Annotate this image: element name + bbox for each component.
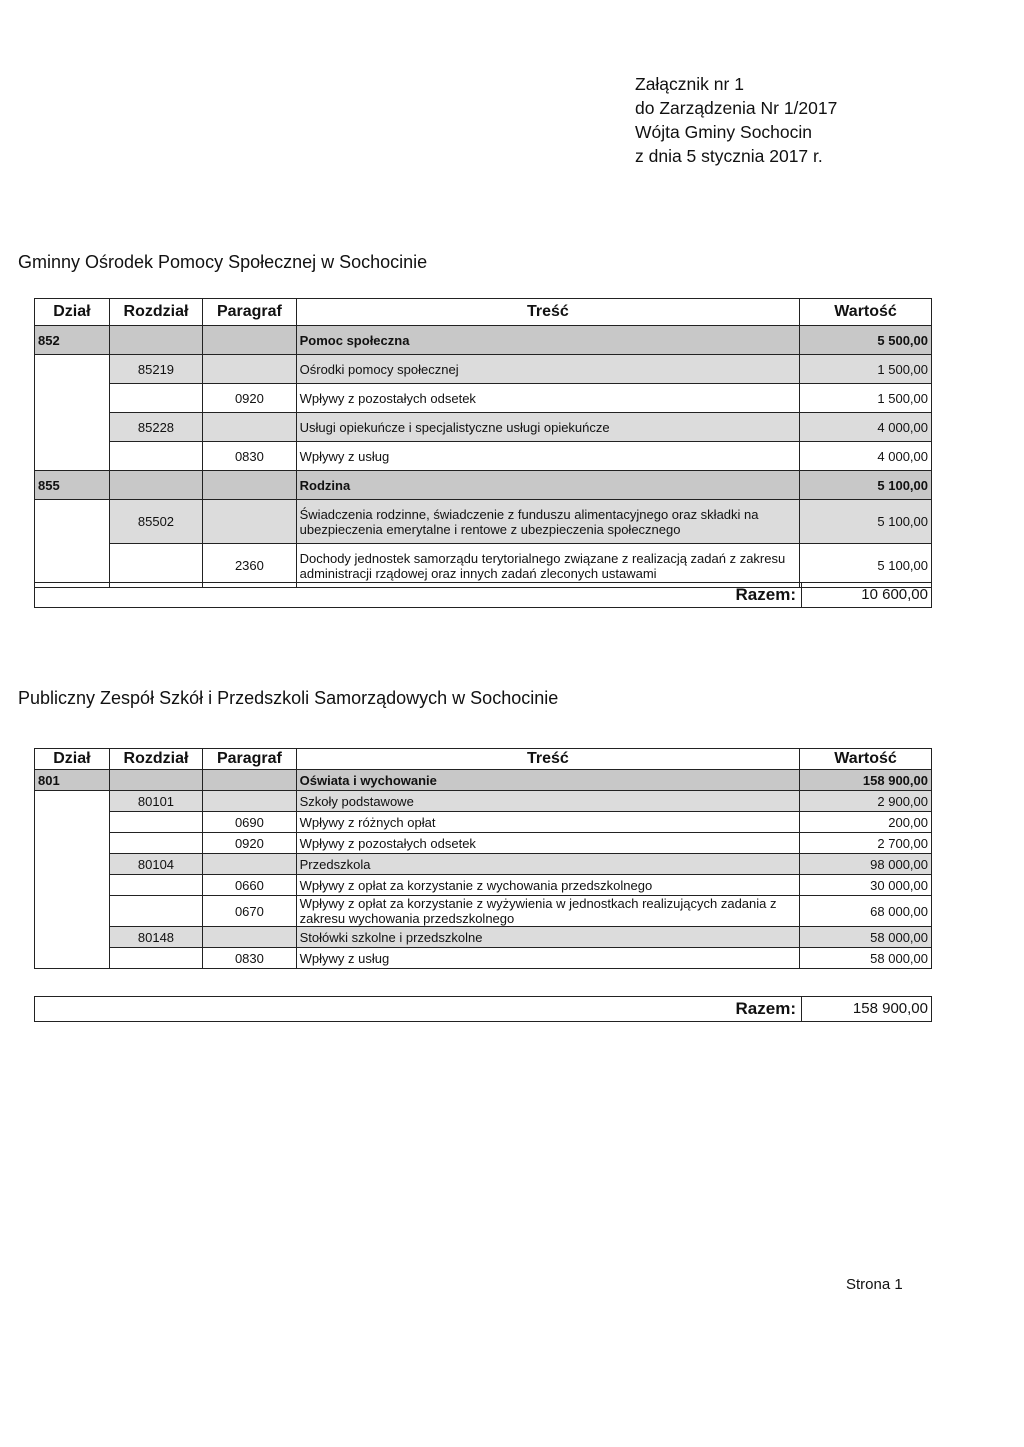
total-value: 10 600,00 <box>861 586 928 603</box>
cell-tresc: Oświata i wychowanie <box>296 770 800 791</box>
section-title-gops: Gminny Ośrodek Pomocy Społecznej w Sochocinie <box>18 252 428 272</box>
cell-tresc: Wpływy z opłat za korzystanie z wyżywienia w jednostkach realizujących zadania z zakresu wychowania przedszkolnego <box>296 896 800 927</box>
cell-rozdzial <box>109 326 202 355</box>
table-header-row <box>35 749 932 770</box>
cell-paragraf <box>203 791 296 812</box>
cell-wartosc: 98 000,00 <box>800 854 932 875</box>
table-row <box>35 413 932 442</box>
cell-dzial <box>35 413 110 442</box>
cell-paragraf <box>203 927 296 948</box>
cell-tresc: Świadczenia rodzinne, świadczenie z funduszu alimentacyjnego oraz składki na ubezpieczenia emerytalne i rentowe z ubezpieczenia społecznego <box>296 500 800 544</box>
cell-dzial <box>35 791 110 812</box>
table-row <box>35 833 932 854</box>
table-row <box>35 927 932 948</box>
cell-paragraf <box>203 854 296 875</box>
table-row <box>35 948 932 969</box>
cell-paragraf <box>203 413 296 442</box>
table-row <box>35 384 932 413</box>
cell-tresc: Wpływy z usług <box>296 948 800 969</box>
column-header-dzial: Dział <box>35 299 110 326</box>
cell-wartosc: 1 500,00 <box>800 384 932 413</box>
total-value: 158 900,00 <box>852 1000 928 1017</box>
table-row <box>35 442 932 471</box>
cell-dzial <box>35 355 110 384</box>
table-row <box>35 500 932 544</box>
total-row-gops <box>34 582 932 608</box>
cell-paragraf: 0830 <box>203 948 296 969</box>
cell-wartosc: 68 000,00 <box>800 896 932 927</box>
cell-rozdzial: 80101 <box>109 791 202 812</box>
cell-dzial <box>35 833 110 854</box>
column-header-wartosc: Wartość <box>800 299 932 326</box>
issue-date: z dnia 5 stycznia 2017 r. <box>635 146 823 166</box>
cell-dzial <box>35 384 110 413</box>
cell-paragraf: 0660 <box>203 875 296 896</box>
page-number: Strona 1 <box>846 1276 903 1293</box>
total-row-pzsips <box>34 996 932 1022</box>
cell-paragraf: 0920 <box>203 384 296 413</box>
cell-tresc: Wpływy z różnych opłat <box>296 812 800 833</box>
table-row <box>35 896 932 927</box>
budget-table-pzsips <box>34 748 932 969</box>
cell-dzial: 801 <box>35 770 110 791</box>
cell-wartosc: 1 500,00 <box>800 355 932 384</box>
cell-tresc: Wpływy z opłat za korzystanie z wychowania przedszkolnego <box>296 875 800 896</box>
cell-dzial <box>35 875 110 896</box>
column-header-rozdzial: Rozdział <box>109 749 202 770</box>
cell-wartosc: 4 000,00 <box>800 413 932 442</box>
cell-dzial <box>35 500 110 544</box>
total-label: Razem: <box>735 999 796 1018</box>
table-header-row <box>35 299 932 326</box>
cell-wartosc: 200,00 <box>800 812 932 833</box>
cell-paragraf: 0920 <box>203 833 296 854</box>
cell-rozdzial <box>109 770 202 791</box>
table-row <box>35 812 932 833</box>
cell-dzial <box>35 948 110 969</box>
cell-rozdzial: 85502 <box>109 500 202 544</box>
issuer: Wójta Gminy Sochocin <box>635 122 813 142</box>
cell-paragraf: 0690 <box>203 812 296 833</box>
cell-dzial: 852 <box>35 326 110 355</box>
column-header-tresc: Treść <box>296 749 800 770</box>
cell-rozdzial <box>109 442 202 471</box>
column-header-dzial: Dział <box>35 749 110 770</box>
table-row <box>35 854 932 875</box>
column-header-paragraf: Paragraf <box>203 299 296 326</box>
cell-paragraf <box>203 471 296 500</box>
cell-dzial <box>35 896 110 927</box>
table-row <box>35 471 932 500</box>
total-separator <box>801 583 802 607</box>
cell-paragraf: 2360 <box>203 544 296 588</box>
cell-wartosc: 2 900,00 <box>800 791 932 812</box>
cell-rozdzial <box>109 544 202 588</box>
cell-tresc: Wpływy z pozostałych odsetek <box>296 384 800 413</box>
budget-table-gops <box>34 298 932 588</box>
document-header <box>635 72 837 168</box>
cell-wartosc: 158 900,00 <box>800 770 932 791</box>
cell-rozdzial <box>109 384 202 413</box>
cell-dzial <box>35 927 110 948</box>
cell-rozdzial <box>109 812 202 833</box>
cell-dzial <box>35 544 110 588</box>
cell-wartosc: 58 000,00 <box>800 948 932 969</box>
cell-tresc: Wpływy z pozostałych odsetek <box>296 833 800 854</box>
cell-tresc: Stołówki szkolne i przedszkolne <box>296 927 800 948</box>
column-header-rozdzial: Rozdział <box>109 299 202 326</box>
column-header-wartosc: Wartość <box>800 749 932 770</box>
cell-rozdzial <box>109 471 202 500</box>
cell-rozdzial <box>109 896 202 927</box>
cell-wartosc: 30 000,00 <box>800 875 932 896</box>
table-row <box>35 791 932 812</box>
cell-tresc: Pomoc społeczna <box>296 326 800 355</box>
cell-rozdzial: 85219 <box>109 355 202 384</box>
table-row <box>35 326 932 355</box>
cell-rozdzial <box>109 948 202 969</box>
cell-wartosc: 5 100,00 <box>800 471 932 500</box>
cell-wartosc: 5 100,00 <box>800 500 932 544</box>
table-row <box>35 544 932 588</box>
cell-dzial: 855 <box>35 471 110 500</box>
cell-rozdzial: 85228 <box>109 413 202 442</box>
cell-wartosc: 4 000,00 <box>800 442 932 471</box>
cell-dzial <box>35 854 110 875</box>
cell-rozdzial <box>109 833 202 854</box>
cell-wartosc: 58 000,00 <box>800 927 932 948</box>
cell-tresc: Szkoły podstawowe <box>296 791 800 812</box>
cell-tresc: Ośrodki pomocy społecznej <box>296 355 800 384</box>
cell-dzial <box>35 812 110 833</box>
cell-paragraf <box>203 326 296 355</box>
cell-paragraf <box>203 500 296 544</box>
cell-tresc: Rodzina <box>296 471 800 500</box>
cell-wartosc: 5 100,00 <box>800 544 932 588</box>
total-label: Razem: <box>735 585 796 604</box>
column-header-tresc: Treść <box>296 299 800 326</box>
cell-paragraf: 0830 <box>203 442 296 471</box>
annex-number: Załącznik nr 1 <box>635 74 744 94</box>
cell-paragraf: 0670 <box>203 896 296 927</box>
cell-paragraf <box>203 770 296 791</box>
cell-tresc: Dochody jednostek samorządu terytorialnego związane z realizacją zadań z zakresu administracji rządowej oraz innych zadań zleconych ustawami <box>296 544 800 588</box>
table-row <box>35 875 932 896</box>
ordinance-reference: do Zarządzenia Nr 1/2017 <box>635 98 838 118</box>
section-title-pzsips: Publiczny Zespół Szkół i Przedszkoli Samorządowych w Sochocinie <box>18 688 559 708</box>
cell-tresc: Przedszkola <box>296 854 800 875</box>
cell-wartosc: 2 700,00 <box>800 833 932 854</box>
cell-dzial <box>35 442 110 471</box>
cell-rozdzial: 80148 <box>109 927 202 948</box>
cell-rozdzial: 80104 <box>109 854 202 875</box>
cell-rozdzial <box>109 875 202 896</box>
cell-paragraf <box>203 355 296 384</box>
cell-tresc: Wpływy z usług <box>296 442 800 471</box>
total-separator <box>801 997 802 1021</box>
column-header-paragraf: Paragraf <box>203 749 296 770</box>
table-row <box>35 770 932 791</box>
table-row <box>35 355 932 384</box>
cell-wartosc: 5 500,00 <box>800 326 932 355</box>
cell-tresc: Usługi opiekuńcze i specjalistyczne usługi opiekuńcze <box>296 413 800 442</box>
